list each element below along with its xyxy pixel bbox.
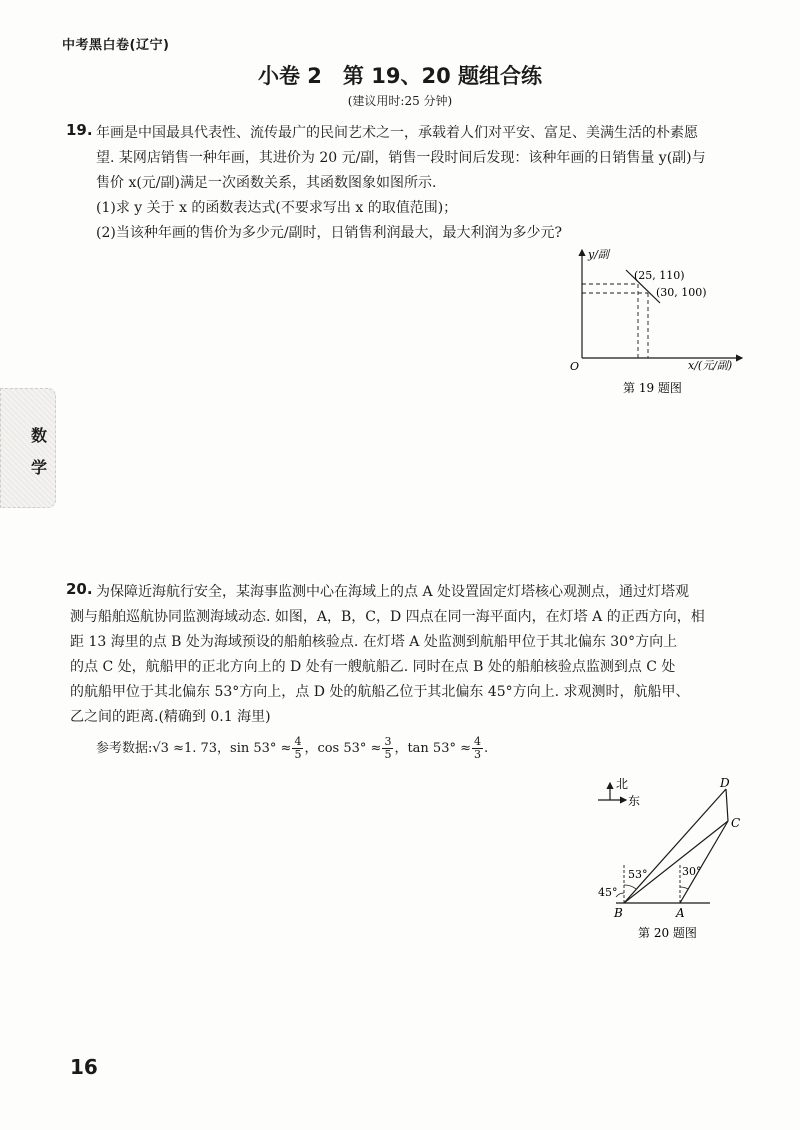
ref-cos: ，cos 53° ≈ <box>304 741 382 756</box>
y-axis-label: y/副 <box>588 248 609 261</box>
q20-line: 测与船舶巡航协同监测海域动态. 如图，A，B，C，D 四点在同一海平面内，在灯塔 A 的正西方向，相 <box>70 609 705 625</box>
frac-numerator: 4 <box>473 735 481 748</box>
q19-line: 售价 x(元/副)满足一次函数关系，其函数图象如图所示. <box>96 175 437 191</box>
side-tab-char-2: 学 <box>31 458 48 477</box>
point-label: (25, 110) <box>634 269 685 282</box>
q19-subquestion-2: (2)当该种年画的售价为多少元/副时，日销售利润最大，最大利润为多少元? <box>96 225 563 241</box>
q20-line: 乙之间的距离.(精确到 0.1 海里) <box>70 709 271 725</box>
page-title: 小卷 2 第 19、20 题组合练 <box>258 64 542 88</box>
figure-caption: 第 20 题图 <box>638 926 697 940</box>
angle-30-label: 30° <box>682 865 702 878</box>
frac-numerator: 3 <box>384 735 392 748</box>
frac-denominator: 5 <box>294 748 302 761</box>
q20-line: 的点 C 处，航船甲的正北方向上的 D 处有一艘航船乙. 同时在点 B 处的船舶核验点监测到点 C 处 <box>70 659 676 675</box>
x-axis-label: x/(元/副) <box>688 359 733 372</box>
angle-45-label: 45° <box>598 886 618 899</box>
angle-arc <box>624 885 636 889</box>
point-label: (30, 100) <box>656 286 707 299</box>
frac-denominator: 3 <box>473 748 481 761</box>
ref-suffix: . <box>483 741 489 756</box>
point-B-label: B <box>614 906 623 920</box>
q20-number: 20. <box>66 580 93 598</box>
time-suggestion: (建议用时:25 分钟) <box>347 94 453 108</box>
segment-DC <box>726 789 728 821</box>
angle-53-label: 53° <box>628 868 648 881</box>
q20-line: 距 13 海里的点 B 处为海域预设的船舶核验点. 在灯塔 A 处监测到航船甲位于其北偏东 30°方向上 <box>70 634 678 650</box>
q19-line: 望. 某网店销售一种年画，其进价为 20 元/副，销售一段时间后发现：该种年画的日销售量 y(副)与 <box>96 150 706 166</box>
segment-AC <box>680 821 728 903</box>
q20-geometry-figure <box>590 775 760 945</box>
frac-denominator: 5 <box>384 748 392 761</box>
q19-function-graph <box>560 240 750 400</box>
figure-caption: 第 19 题图 <box>623 381 682 395</box>
compass-east-label: 东 <box>628 794 641 808</box>
cos-fraction <box>382 736 393 761</box>
point-D-label: D <box>720 776 730 790</box>
reference-data <box>96 736 488 761</box>
q19-number: 19. <box>66 121 93 139</box>
segment-BC <box>624 821 728 903</box>
page-number: 16 <box>70 1055 98 1079</box>
origin-label: O <box>570 360 580 373</box>
ref-prefix: 参考数据:√3 ≈1. 73，sin 53° ≈ <box>96 741 292 756</box>
q19-line: 年画是中国最具代表性、流传最广的民间艺术之一，承载着人们对平安、富足、美满生活的朴素愿 <box>96 125 698 141</box>
compass-north-label: 北 <box>616 777 629 791</box>
q19-subquestion-1: (1)求 y 关于 x 的函数表达式(不要求写出 x 的取值范围)； <box>96 200 458 216</box>
subject-side-tab <box>0 388 56 508</box>
point-C-label: C <box>731 816 741 830</box>
q20-line: 的航船甲位于其北偏东 53°方向上，点 D 处的航船乙位于其北偏东 45°方向上. 求观测时，航船甲、 <box>70 684 690 700</box>
sin-fraction <box>292 736 303 761</box>
side-tab-char-1: 数 <box>31 426 48 445</box>
series-header: 中考黑白卷(辽宁) <box>62 38 170 53</box>
angle-arc <box>680 887 688 889</box>
q20-line: 为保障近海航行安全，某海事监测中心在海域上的点 A 处设置固定灯塔核心观测点，通过灯塔观 <box>96 584 690 600</box>
ref-tan: ，tan 53° ≈ <box>394 741 471 756</box>
tan-fraction <box>472 736 483 761</box>
frac-numerator: 4 <box>294 735 302 748</box>
point-A-label: A <box>676 906 685 920</box>
